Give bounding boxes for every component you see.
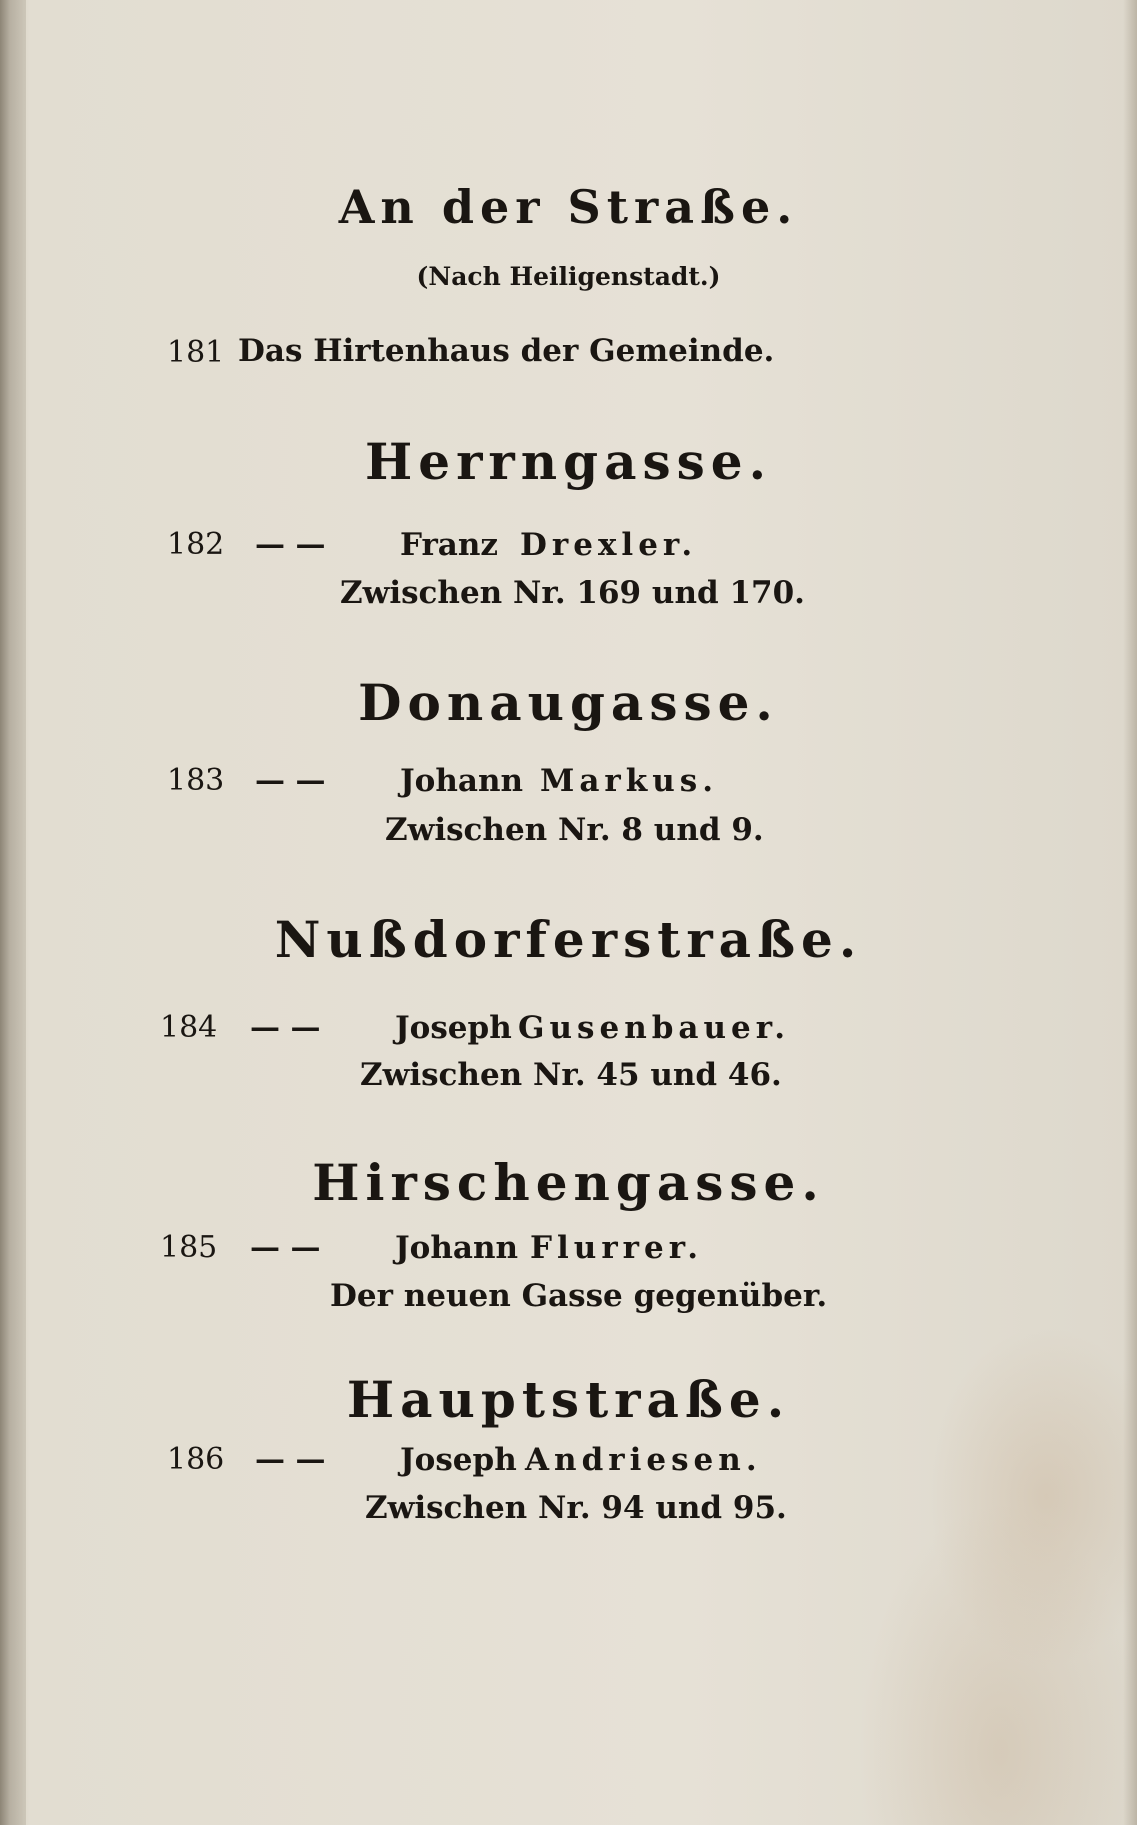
entry-number: 182 — [167, 527, 225, 562]
entry-number: 183 — [167, 763, 225, 798]
entry-number: 184 — [160, 1010, 218, 1045]
entry-first-name: Joseph — [395, 1010, 512, 1046]
section-heading: Hirschengasse. — [312, 1153, 825, 1212]
entry-dashes: — — — [255, 763, 326, 798]
entry-first-name: Johann — [395, 1230, 519, 1266]
entry-last-name: Andriesen. — [525, 1442, 762, 1478]
entry-dashes: — — — [250, 1010, 321, 1045]
entry-dashes: — — — [250, 1230, 321, 1265]
entry-dashes: — — — [255, 527, 326, 562]
section-subheading: (Nach Heiligenstadt.) — [416, 262, 721, 291]
entry-location: Zwischen Nr. 45 und 46. — [360, 1057, 782, 1093]
entry-first-name: Joseph — [400, 1442, 517, 1478]
entry-location: Der neuen Gasse gegenüber. — [330, 1278, 828, 1314]
section-heading: Donaugasse. — [358, 673, 779, 732]
entry-last-name: Drexler. — [520, 527, 698, 563]
entry-location: Zwischen Nr. 8 und 9. — [385, 812, 764, 848]
entry-number: 186 — [167, 1442, 225, 1477]
entry-dashes: — — — [255, 1442, 326, 1477]
entry-number: 181 — [167, 335, 225, 370]
section-heading: Nußdorferstraße. — [274, 910, 863, 969]
entry-last-name: Flurrer. — [530, 1230, 703, 1266]
section-heading: An der Straße. — [338, 180, 799, 234]
entry-first-name: Johann — [400, 763, 524, 799]
section-heading: Hauptstraße. — [346, 1370, 791, 1429]
entry-number: 185 — [160, 1230, 218, 1265]
entry-last-name: Gusenbauer. — [518, 1010, 791, 1046]
entry-location: Zwischen Nr. 169 und 170. — [340, 575, 805, 611]
entry-last-name: Markus. — [540, 763, 718, 799]
section-heading: Herrngasse. — [365, 432, 772, 491]
entry-text: Das Hirtenhaus der Gemeinde. — [238, 333, 775, 369]
entry-first-name: Franz — [400, 527, 499, 563]
entry-location: Zwischen Nr. 94 und 95. — [365, 1490, 787, 1526]
